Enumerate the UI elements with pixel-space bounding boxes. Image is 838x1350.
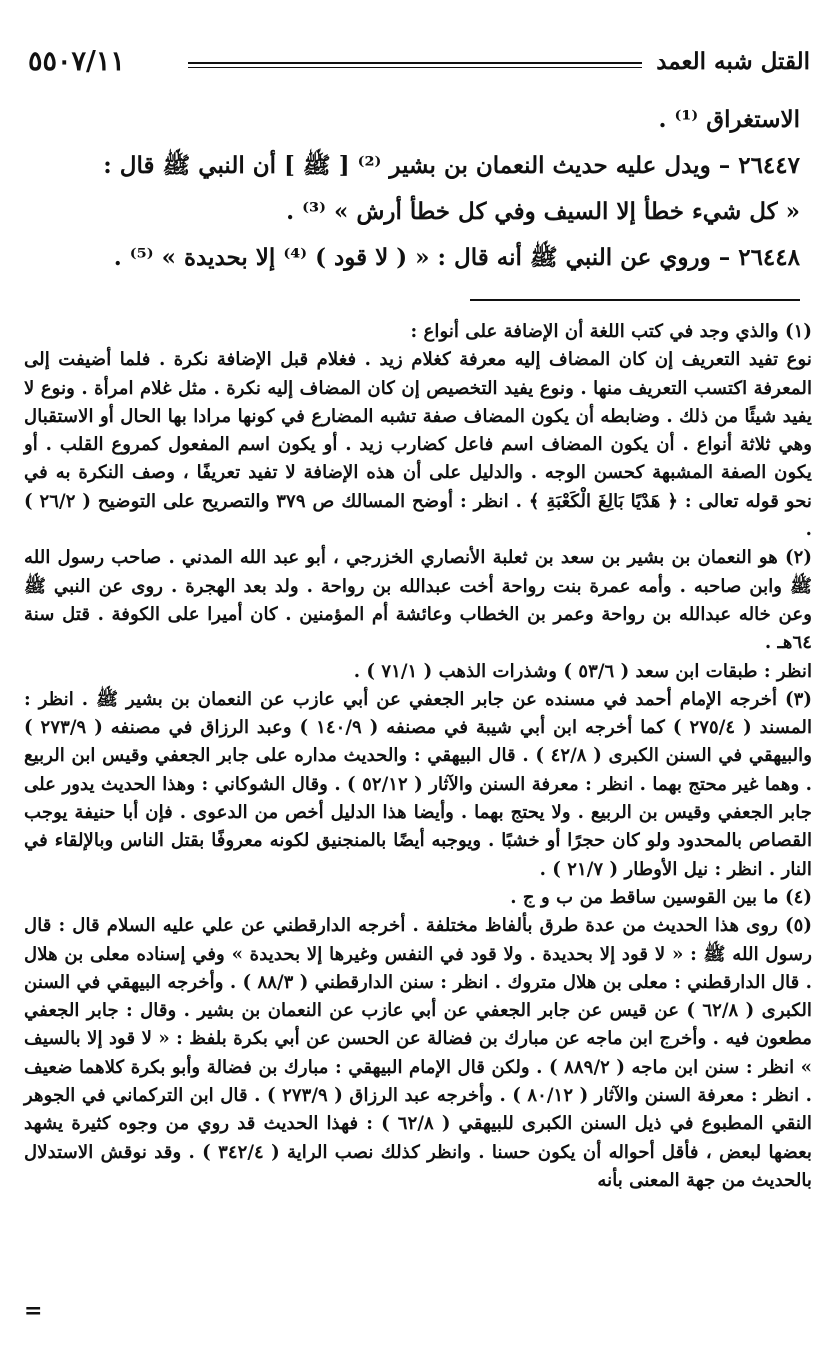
page-header xyxy=(28,48,810,82)
footnote-2-refs: انظر : طبقات ابن سعد ( ٥٣/٦ ) وشذرات الذهب ( ٧١/١ ) . xyxy=(353,660,812,682)
hadith-26448-line: ٢٦٤٤٨ – وروي عن النبي ﷺ أنه قال : « ( لا قود ) ⁽⁴⁾ إلا بحديدة » ⁽⁵⁾ . xyxy=(113,244,800,271)
footnote-1-intro: (١) والذي وجد في كتب اللغة أن الإضافة على أنواع : xyxy=(410,321,812,342)
continuation-mark: = xyxy=(24,1298,43,1324)
footnote-1-body: نوع تفيد التعريف إن كان المضاف إليه معرفة كغلام زيد . فغلام قبل الإضافة نكرة . فلما أضيفت إلى المعرفة اكتسب التعريف منها . ونوع يفيد التخصيص إن كان المضاف إليه نكرة . مثل غلام امرأة . ونوع لا يفيد شيئًا من ذلك . وضابطه أن يكون المضاف صفة تشبه المضارع في كونها مرادا بها الحال أو الاستقبال وهي ثلاثة أنواع . أن يكون المضاف اسم فاعل كضارب زيد . أو يكون اسم المفعول كمروع القلب . أو يكون الصفة المشبهة كحسن الوجه . والدليل على أن هذه الإضافة لا تفيد تعريفًا ، وصف النكرة به في نحو قوله تعالى : ﴿ هَدْيًا بَالِغَ الْكَعْبَةِ ﴾ . انظر : أوضح المسالك ص ٣٧٩ والتصريح على التوضيح ( ٢٦/٢ ) . xyxy=(24,349,812,541)
footnote-2: (٢) هو النعمان بن بشير بن سعد بن ثعلبة الأنصاري الخزرجي ، أبو عبد الله المدني . صاحب رسول الله ﷺ وابن صاحبه . وأمه عمرة بنت رواحة أخت عبدالله بن رواحة . ولد بعد الهجرة . روى عن النبي ﷺ وعن خاله عبدالله بن رواحة وعمر بن الخطاب وعائشة أم المؤمنين . كان أميرا على الكوفة . قتل سنة ٦٤هـ . xyxy=(24,547,812,654)
footnote-5: (٥) روى هذا الحديث من عدة طرق بألفاظ مختلفة . أخرجه الدارقطني عن علي عليه السلام قال : قال رسول الله ﷺ : « لا قود إلا بحديدة . ولا قود في النفس وغيرها إلا بحديدة » وفي إسناده معلى بن هلال . قال الدارقطني : معلى بن هلال متروك . انظر : سنن الدارقطني ( ٨٨/٣ ) . وأخرجه البيهقي في السنن الكبرى ( ٦٢/٨ ) عن قيس عن جابر الجعفي عن أبي عازب عن النعمان بن بشير . وقال : جابر الجعفي مطعون فيه . وأخرج ابن ماجه عن مبارك بن فضالة عن الحسن عن أبي بكرة بلفظ : « لا قود إلا بالسيف » انظر : سنن ابن ماجه ( ٨٨٩/٢ ) . ولكن قال الإمام البيهقي : مبارك بن فضالة وأبو بكرة كلاهما ضعيف . انظر : معرفة السنن والآثار ( ٨٠/١٢ ) . وأخرجه عبد الرزاق ( ٢٧٣/٩ ) . قال ابن التركماني في الجوهر النقي المطبوع في ذيل السنن الكبرى للبيهقي ( ٦٢/٨ ) : فهذا الحديث قد روي من وجوه كثيرة يشهد بعضها لبعض ، فأقل أحواله أن يكون حسنا . وانظر كذلك نصب الراية ( ٣٤٢/٤ ) . وقد نوقش الاستدلال بالحديث من جهة المعنى بأنه xyxy=(24,915,813,1191)
hadith-26447-line-2: « كل شيء خطأ إلا السيف وفي كل خطأ أرش » ⁽³⁾ . xyxy=(286,198,800,225)
footnote-3: (٣) أخرجه الإمام أحمد في مسنده عن جابر الجعفي عن أبي عازب عن النعمان بن بشير ﷺ . انظر : المسند ( ٢٧٥/٤ ) كما أخرجه ابن أبي شيبة في مصنفه ( ١٤٠/٩ ) وعبد الرزاق في مصنفه ( ٢٧٣/٩ ) والبيهقي في السنن الكبرى ( ٤٢/٨ ) . قال البيهقي : والحديث مداره على جابر الجعفي وقيس ابن الربيع . وهما غير محتج بهما . انظر : معرفة السنن والآثار ( ٥٢/١٢ ) . وقال الشوكاني : وهذا الحديث يدور على جابر الجعفي وقيس بن الربيع . ولا يحتج بهما . وأيضا هذا الدليل أخص من الدعوى . فإن أبا حنيفة يوجب القصاص بالمحدود ولو كان حجرًا أو خشبًا . ويوجبه أيضًا بالمنجنيق لكونه معروفًا بقتل الناس وبالإلقاء في النار . انظر : نيل الأوطار ( ٢١/٧ ) . xyxy=(24,688,813,880)
main-line: الاستغراق ⁽¹⁾ . xyxy=(658,106,800,133)
main-text xyxy=(30,100,800,284)
hadith-26447-line-1: ٢٦٤٤٧ – ويدل عليه حديث النعمان بن بشير ⁽²⁾ [ ﷺ ] أن النبي ﷺ قال : xyxy=(103,152,800,179)
footnote-divider xyxy=(470,299,800,301)
page-number: ٥٥٠٧/١١ xyxy=(28,46,125,77)
chapter-title: القتل شبه العمد xyxy=(656,48,810,75)
header-rule xyxy=(188,62,642,68)
footnote-4: (٤) ما بين القوسين ساقط من ب و ج . xyxy=(510,886,812,908)
footnotes xyxy=(24,318,812,1195)
